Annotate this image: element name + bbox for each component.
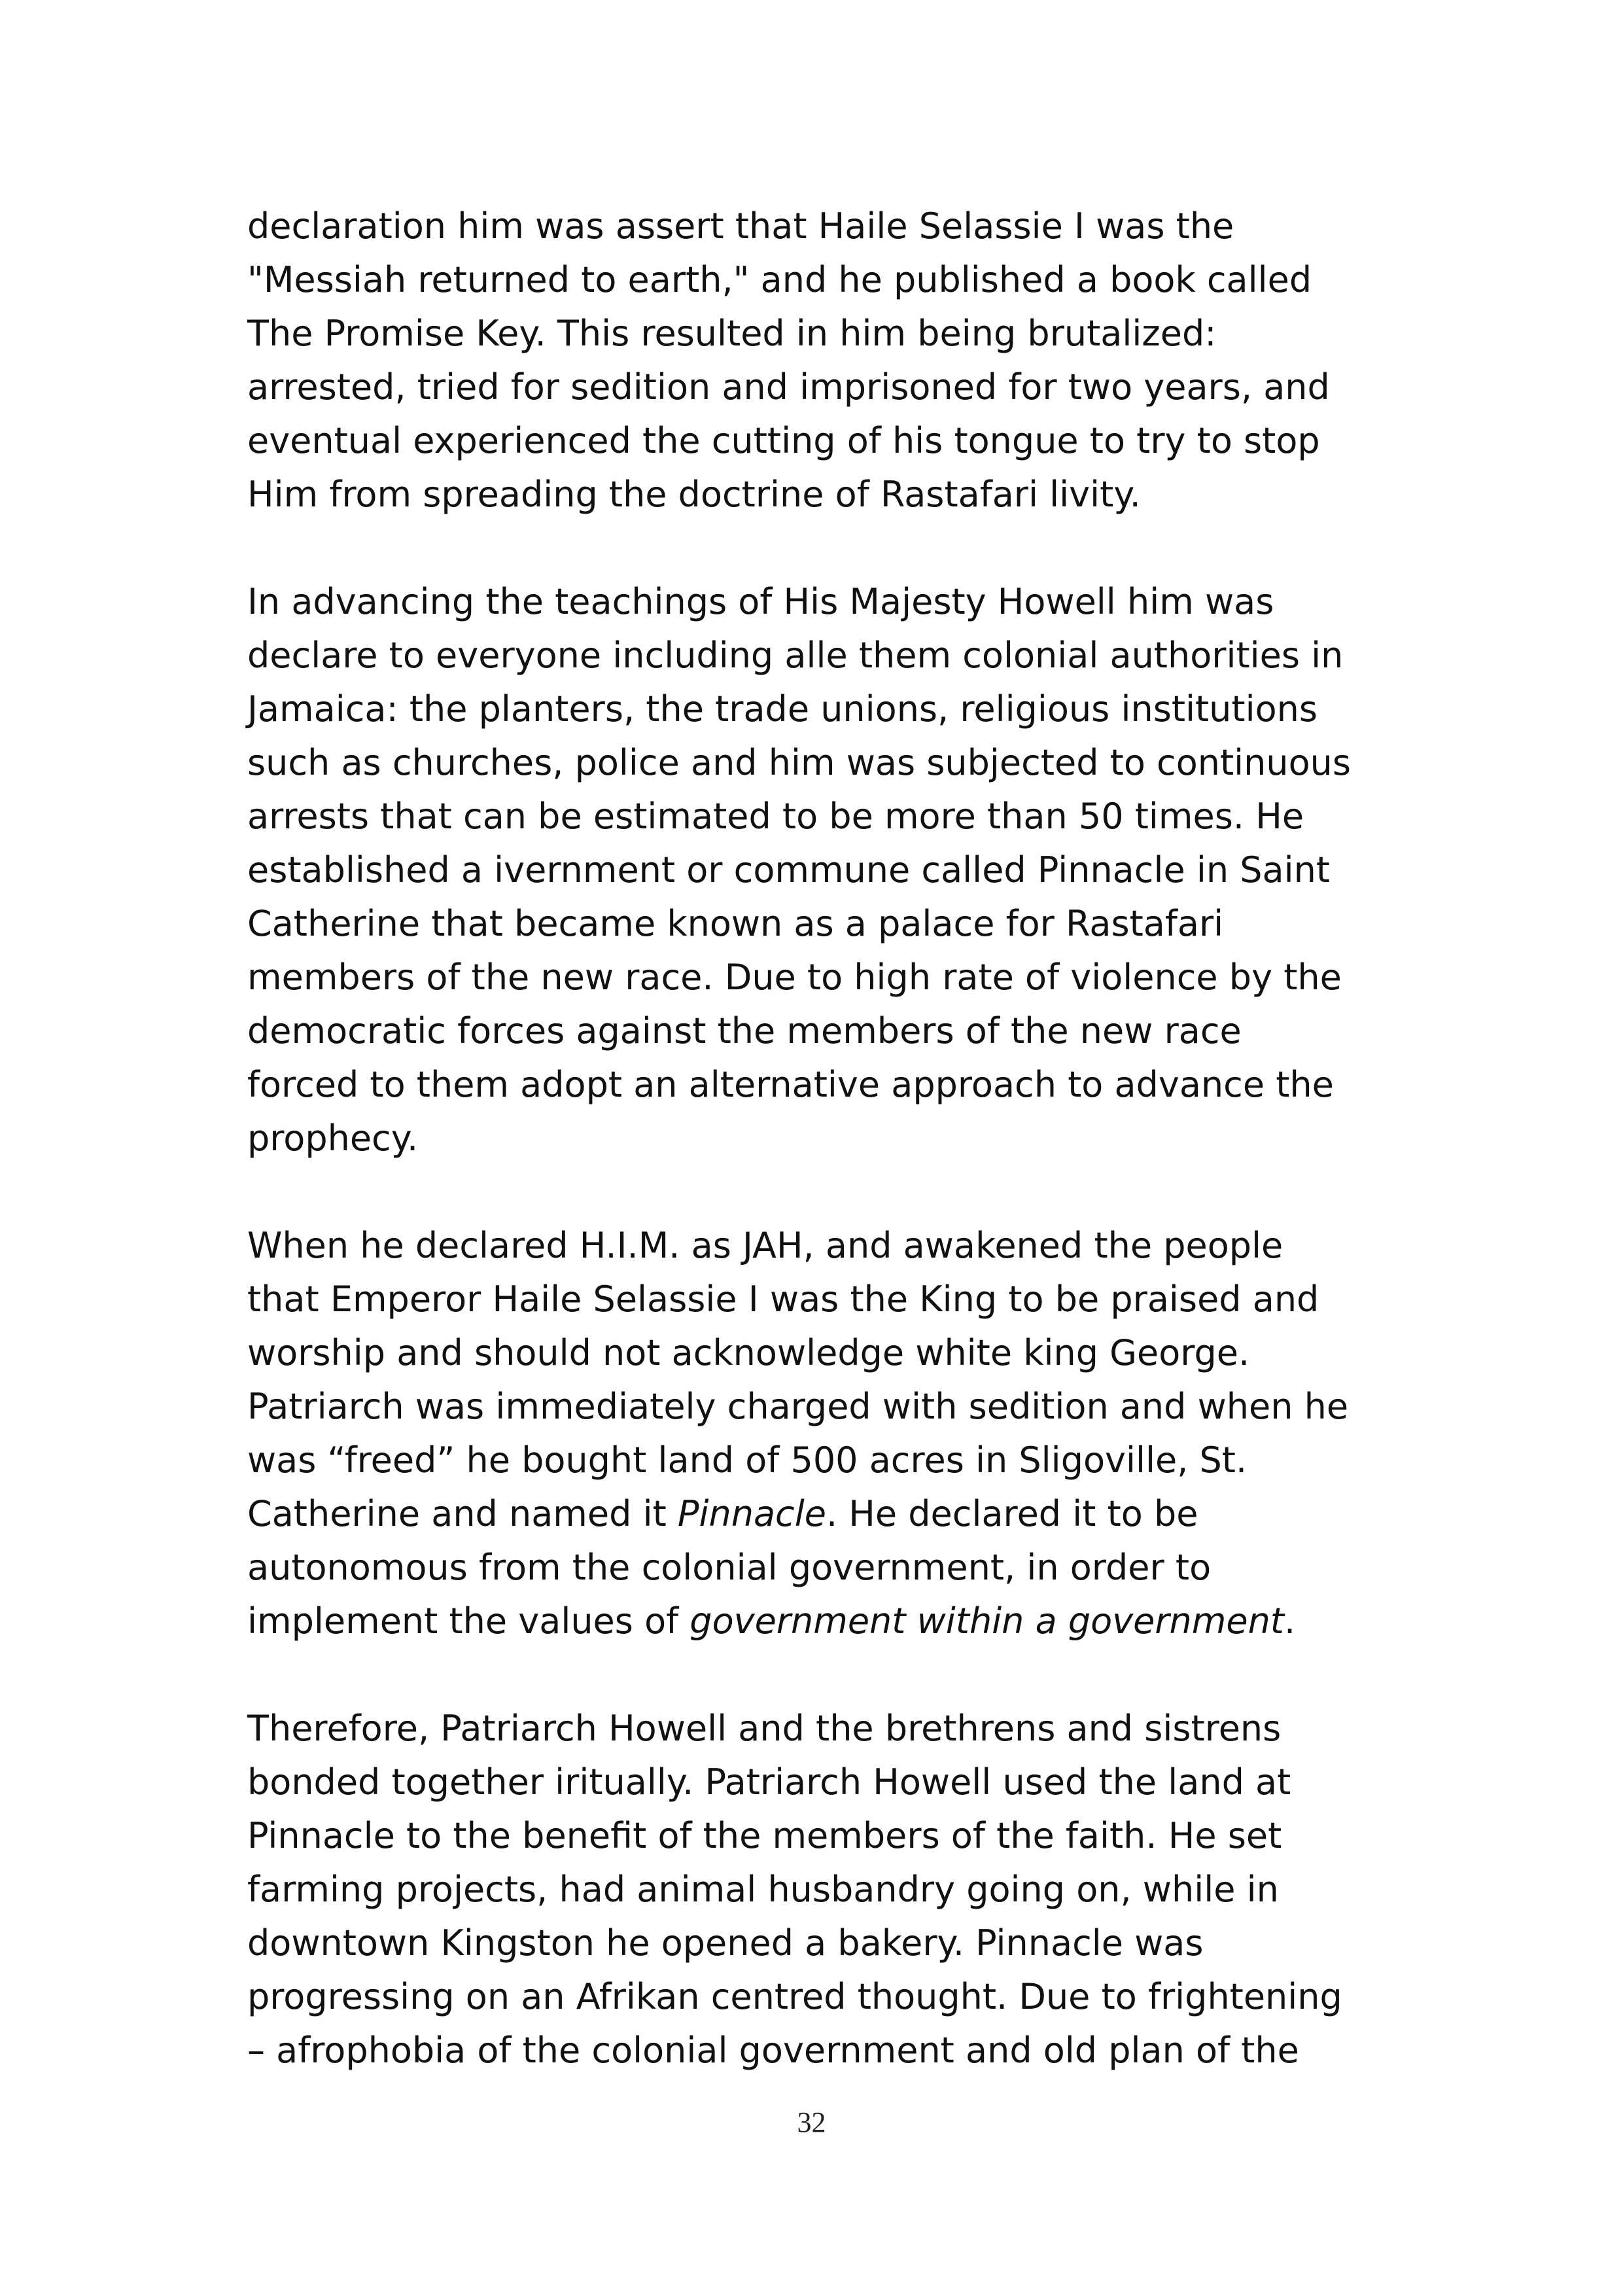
emphasis-government-phrase: government within a government	[689, 1600, 1284, 1642]
text-line: The Promise Key. This resulted in him being brutalized:	[247, 313, 1217, 354]
text-line: that Emperor Haile Selassie I was the King to be praised and	[247, 1279, 1319, 1320]
paragraph-1	[247, 200, 1405, 521]
text-line: Patriarch was immediately charged with sedition and when he	[247, 1386, 1349, 1427]
text-line: When he declared H.I.M. as JAH, and awakened the people	[247, 1225, 1283, 1266]
text-line: Jamaica: the planters, the trade unions, religious institutions	[247, 688, 1318, 730]
text-line: was “freed” he bought land of 500 acres in Sligoville, St.	[247, 1439, 1248, 1481]
text-run: . He declared it to be	[826, 1493, 1198, 1534]
text-line: In advancing the teachings of His Majesty Howell him was	[247, 581, 1274, 622]
text-line: "Messiah returned to earth," and he published a book called	[247, 259, 1312, 300]
text-line: worship and should not acknowledge white king George.	[247, 1332, 1250, 1373]
text-line: progressing on an Afrikan centred thought. Due to frightening	[247, 1976, 1342, 2017]
text-line: bonded together iritually. Patriarch Howell used the land at	[247, 1761, 1291, 1803]
text-line: Pinnacle to the benefit of the members of the faith. He set	[247, 1815, 1282, 1856]
text-line: arrests that can be estimated to be more than 50 times. He	[247, 796, 1304, 837]
text-line: declare to everyone including alle them colonial authorities in	[247, 635, 1344, 676]
text-line: democratic forces against the members of the new race	[247, 1010, 1242, 1051]
text-line: eventual experienced the cutting of his tongue to try to stop	[247, 420, 1320, 461]
text-line-with-emphasis	[247, 1487, 1405, 1541]
text-line: downtown Kingston he opened a bakery. Pinnacle was	[247, 1922, 1204, 1964]
text-line: established a ivernment or commune called Pinnacle in Saint	[247, 849, 1331, 891]
text-line: autonomous from the colonial government, in order to	[247, 1547, 1212, 1588]
text-line: Therefore, Patriarch Howell and the brethrens and sistrens	[247, 1708, 1282, 1749]
paragraph-3	[247, 1219, 1405, 1648]
text-line: such as churches, police and him was subjected to continuous	[247, 742, 1352, 783]
page-number: 32	[797, 2106, 826, 2138]
text-run: implement the values of	[247, 1600, 690, 1642]
text-run: Catherine and named it	[247, 1493, 678, 1534]
text-line: declaration him was assert that Haile Selassie I was the	[247, 205, 1234, 247]
text-line: prophecy.	[247, 1118, 419, 1159]
text-line: Catherine that became known as a palace for Rastafari	[247, 903, 1224, 944]
text-line: forced to them adopt an alternative approach to advance the	[247, 1064, 1334, 1105]
emphasis-pinnacle: Pinnacle	[677, 1493, 826, 1534]
text-line: arrested, tried for sedition and imprisoned for two years, and	[247, 366, 1330, 408]
paragraph-4	[247, 1702, 1405, 2077]
text-line: – afrophobia of the colonial government and old plan of the	[247, 2030, 1299, 2071]
text-line-with-emphasis	[247, 1595, 1405, 1648]
text-line: farming projects, had animal husbandry going on, while in	[247, 1869, 1279, 1910]
paragraph-2	[247, 575, 1405, 1165]
text-run: .	[1283, 1600, 1296, 1642]
body-text	[247, 200, 1405, 2131]
text-line: members of the new race. Due to high rate of violence by the	[247, 957, 1342, 998]
text-line: Him from spreading the doctrine of Rastafari livity.	[247, 474, 1141, 515]
